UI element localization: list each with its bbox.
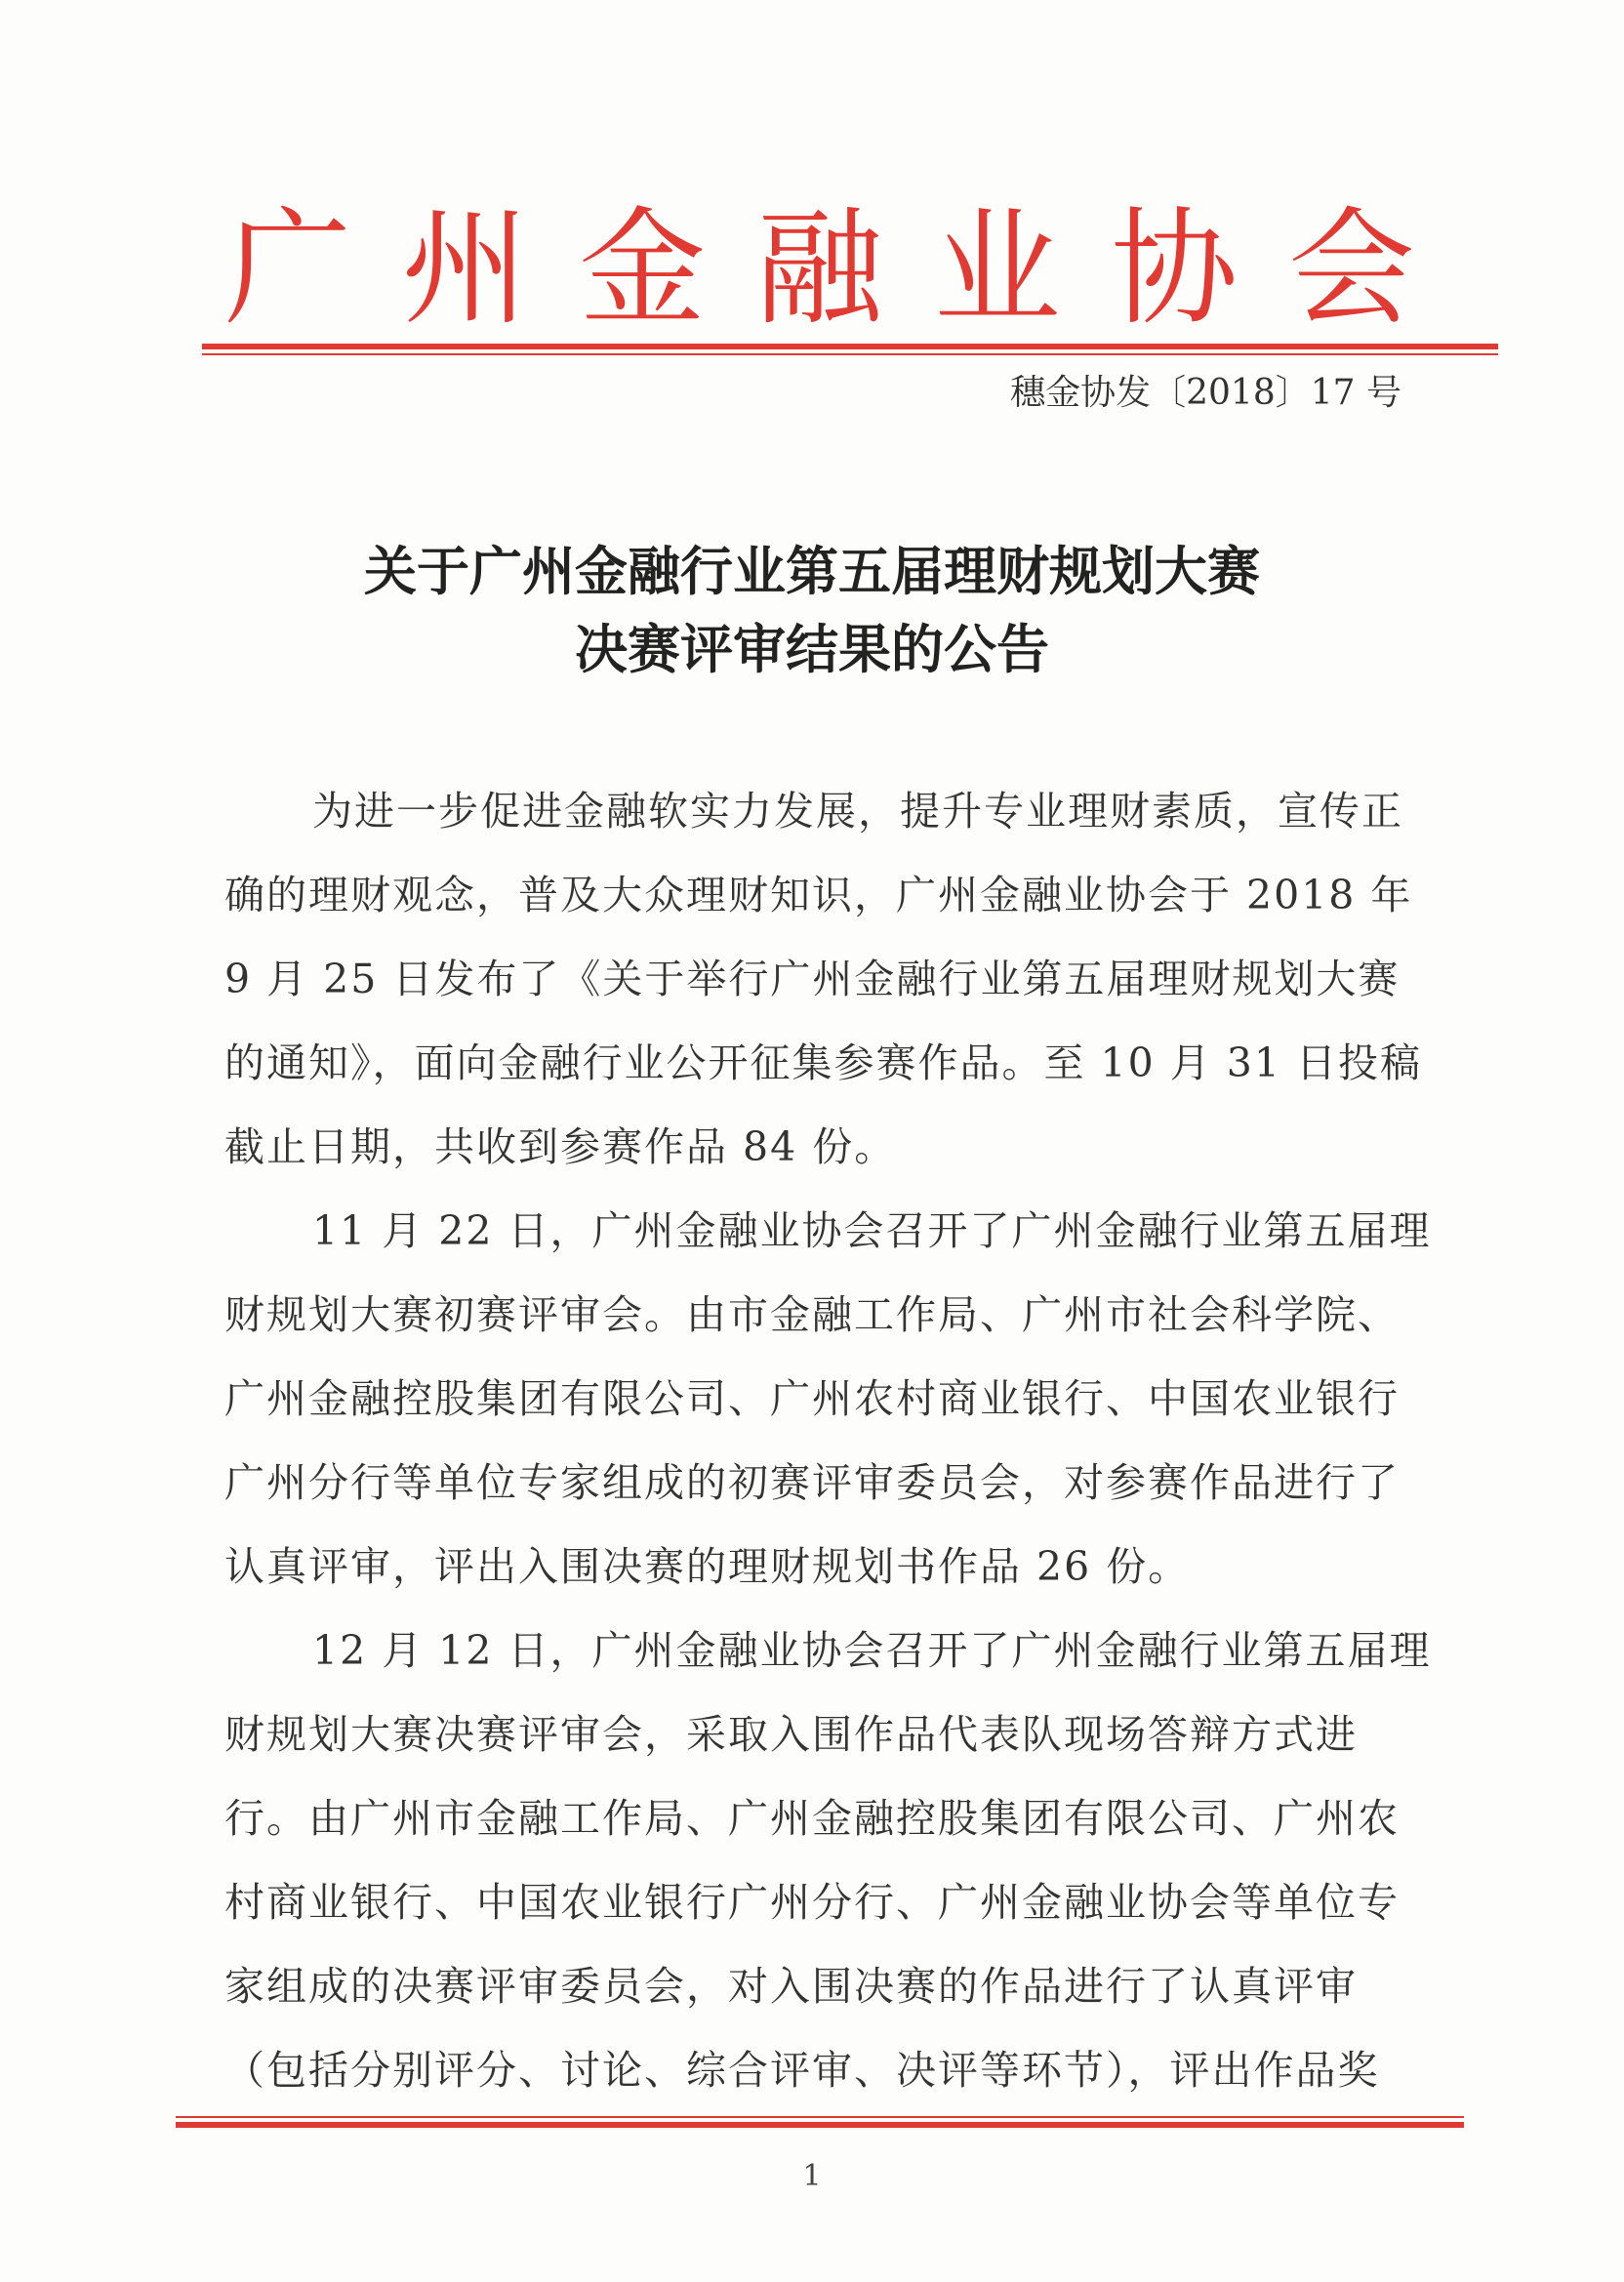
org-name-char: 州 (401, 194, 529, 343)
org-name-header (215, 195, 1425, 342)
body-line: 广州分行等单位专家组成的初赛评审委员会，对参赛作品进行了 (224, 1459, 1400, 1506)
document-body (224, 769, 1432, 2112)
body-line: 11 月 22 日，广州金融业协会召开了广州金融行业第五届理 (312, 1207, 1432, 1254)
page-number: 1 (802, 2159, 822, 2193)
org-name-char: 协 (1111, 194, 1238, 343)
org-name-char: 会 (1287, 194, 1415, 343)
org-name-char: 业 (933, 194, 1061, 343)
body-line: 的通知》，面向金融行业公开征集参赛作品。至 10 月 31 日投稿 (224, 1039, 1422, 1086)
body-line: 家组成的决赛评审委员会，对入围决赛的作品进行了认真评审 (224, 1963, 1358, 2010)
footer-red-rule (176, 2116, 1464, 2128)
footer-rule-thin (176, 2116, 1464, 2118)
body-line: 财规划大赛决赛评审会，采取入围作品代表队现场答辩方式进 (224, 1711, 1358, 1758)
title-line-2: 决赛评审结果的公告 (575, 618, 1049, 680)
body-line: 为进一步促进金融软实力发展，提升专业理财素质，宣传正 (312, 788, 1403, 835)
body-line: 认真评审，评出入围决赛的理财规划书作品 26 份。 (224, 1543, 1191, 1590)
header-rule-thick (202, 344, 1498, 349)
footer-rule-thick (176, 2122, 1464, 2128)
body-line: 财规划大赛初赛评审会。由市金融工作局、广州市社会科学院、 (224, 1291, 1400, 1338)
body-line: （包括分别评分、讨论、综合评审、决评等环节），评出作品奖 (224, 2047, 1380, 2094)
document-number: 穗金协发〔2018〕17 号 (1010, 373, 1401, 413)
title-line-1: 关于广州金融行业第五届理财规划大赛 (364, 540, 1260, 602)
org-name-char: 融 (755, 194, 883, 343)
header-rule-thin (202, 353, 1498, 355)
body-line: 12 月 12 日，广州金融业协会召开了广州金融行业第五届理 (312, 1627, 1432, 1674)
body-line: 行。由广州市金融工作局、广州金融控股集团有限公司、广州农 (224, 1795, 1400, 1842)
body-line: 截止日期，共收到参赛作品 84 份。 (224, 1123, 897, 1170)
org-name-char: 金 (579, 194, 707, 343)
org-name-char: 广 (223, 194, 351, 343)
body-line: 确的理财观念，普及大众理财知识，广州金融业协会于 2018 年 (224, 872, 1413, 918)
body-line: 广州金融控股集团有限公司、广州农村商业银行、中国农业银行 (224, 1375, 1400, 1422)
document-title (195, 532, 1429, 688)
body-line: 村商业银行、中国农业银行广州分行、广州金融业协会等单位专 (224, 1879, 1400, 1926)
body-line: 9 月 25 日发布了《关于举行广州金融行业第五届理财规划大赛 (224, 956, 1401, 1002)
